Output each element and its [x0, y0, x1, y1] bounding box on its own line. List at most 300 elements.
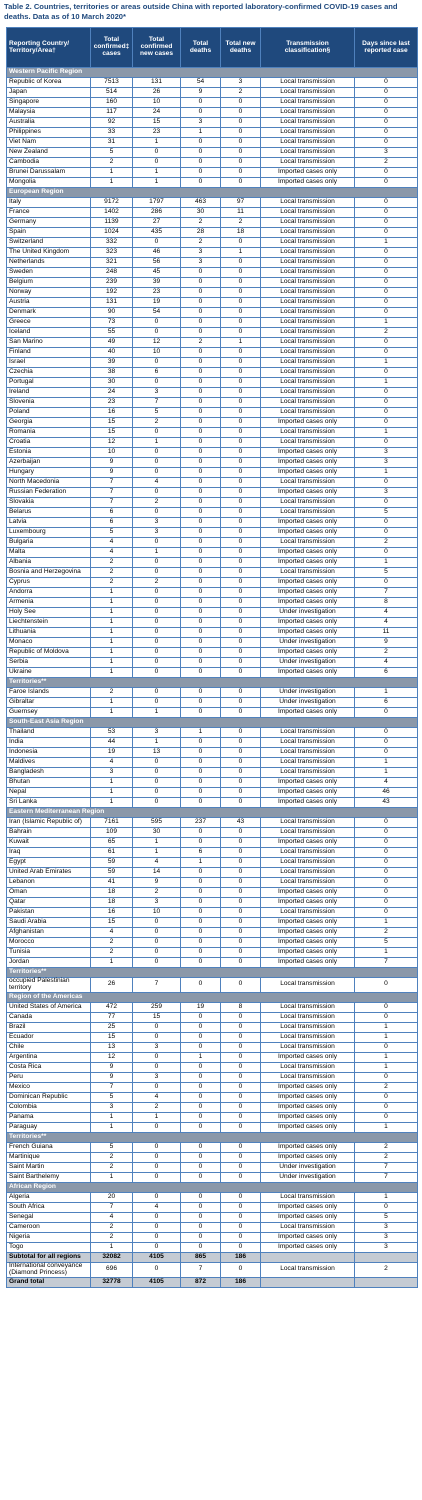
cell-new-cases: 131 — [133, 78, 181, 88]
table-body — [7, 68, 418, 1288]
cell-new-deaths: 0 — [221, 398, 261, 408]
cell-new-deaths: 0 — [221, 318, 261, 328]
cell-total-deaths: 0 — [181, 978, 221, 993]
cell-total-deaths: 0 — [181, 828, 221, 838]
table-row — [7, 178, 418, 188]
cell-transmission — [261, 1277, 355, 1287]
table-row — [7, 898, 418, 908]
cell-new-deaths: 0 — [221, 288, 261, 298]
cell-new-deaths: 0 — [221, 118, 261, 128]
cell-transmission: Local transmission — [261, 128, 355, 138]
cell-transmission: Local transmission — [261, 308, 355, 318]
cell-new-cases: 0 — [133, 628, 181, 638]
table-row — [7, 158, 418, 168]
cell-total-cases: 16 — [91, 908, 133, 918]
cell-total-deaths: 0 — [181, 468, 221, 478]
cell-days-since: 0 — [355, 738, 418, 748]
cell-transmission: Local transmission — [261, 568, 355, 578]
cell-total-deaths: 0 — [181, 758, 221, 768]
cell-country: Brunei Darussalam — [7, 168, 91, 178]
cell-total-deaths: 7 — [181, 1262, 221, 1277]
table-row — [7, 528, 418, 538]
cell-days-since: 0 — [355, 818, 418, 828]
cell-new-deaths: 0 — [221, 1202, 261, 1212]
cell-new-cases: 0 — [133, 558, 181, 568]
header-new-cases: Total confirmed new cases — [133, 28, 181, 68]
cell-total-cases: 2 — [91, 938, 133, 948]
cell-new-deaths: 1 — [221, 248, 261, 258]
cell-days-since: 3 — [355, 488, 418, 498]
cell-transmission: Imported cases only — [261, 668, 355, 678]
cell-transmission: Imported cases only — [261, 488, 355, 498]
cell-transmission: Local transmission — [261, 78, 355, 88]
cell-days-since: 0 — [355, 388, 418, 398]
cell-total-deaths: 0 — [181, 418, 221, 428]
cell-country: Switzerland — [7, 238, 91, 248]
cell-new-deaths: 0 — [221, 898, 261, 908]
table-row — [7, 398, 418, 408]
cell-country: Republic of Moldova — [7, 648, 91, 658]
cell-new-deaths: 0 — [221, 428, 261, 438]
header-country: Reporting Country/ Territory/Area† — [7, 28, 91, 68]
cell-total-deaths: 0 — [181, 688, 221, 698]
cell-total-deaths: 0 — [181, 368, 221, 378]
subtotal-row — [7, 1252, 418, 1262]
cases-table-container — [6, 27, 417, 1288]
cell-new-cases: 0 — [133, 568, 181, 578]
cell-total-deaths: 0 — [181, 518, 221, 528]
cell-days-since: 1 — [355, 428, 418, 438]
cell-new-deaths: 0 — [221, 1192, 261, 1202]
cell-new-cases: 7 — [133, 398, 181, 408]
cell-new-cases: 0 — [133, 638, 181, 648]
cell-transmission: Local transmission — [261, 1032, 355, 1042]
cell-transmission: Imported cases only — [261, 518, 355, 528]
cell-transmission: Imported cases only — [261, 788, 355, 798]
cell-days-since: 2 — [355, 1082, 418, 1092]
cell-country: Subtotal for all regions — [7, 1252, 91, 1262]
cell-new-deaths: 0 — [221, 1022, 261, 1032]
cell-days-since: 0 — [355, 248, 418, 258]
cell-new-deaths: 0 — [221, 598, 261, 608]
cell-total-deaths: 0 — [181, 628, 221, 638]
cell-total-cases: 4 — [91, 1212, 133, 1222]
cell-days-since: 7 — [355, 958, 418, 968]
cell-total-cases: 40 — [91, 348, 133, 358]
table-row — [7, 698, 418, 708]
cell-country: San Marino — [7, 338, 91, 348]
cell-new-deaths: 0 — [221, 868, 261, 878]
cell-total-deaths: 30 — [181, 208, 221, 218]
cell-new-deaths: 0 — [221, 418, 261, 428]
cell-transmission: Under investigation — [261, 658, 355, 668]
cell-new-cases: 0 — [133, 1232, 181, 1242]
cell-transmission: Local transmission — [261, 1072, 355, 1082]
cell-country: New Zealand — [7, 148, 91, 158]
cell-total-cases: 33 — [91, 128, 133, 138]
cell-new-deaths: 0 — [221, 1172, 261, 1182]
cell-total-cases: 44 — [91, 738, 133, 748]
cell-days-since: 0 — [355, 908, 418, 918]
cell-transmission: Local transmission — [261, 768, 355, 778]
cell-new-cases: 0 — [133, 1032, 181, 1042]
cell-transmission: Under investigation — [261, 698, 355, 708]
table-row — [7, 278, 418, 288]
cell-total-deaths: 0 — [181, 1242, 221, 1252]
cell-country: Brazil — [7, 1022, 91, 1032]
cell-transmission: Local transmission — [261, 1012, 355, 1022]
cell-transmission: Imported cases only — [261, 168, 355, 178]
cell-total-cases: 1 — [91, 608, 133, 618]
cell-new-cases: 286 — [133, 208, 181, 218]
cell-days-since: 0 — [355, 178, 418, 188]
cell-country: Kuwait — [7, 838, 91, 848]
cell-total-deaths: 0 — [181, 108, 221, 118]
table-row — [7, 218, 418, 228]
cell-days-since: 2 — [355, 1142, 418, 1152]
cell-total-cases: 1139 — [91, 218, 133, 228]
cell-country: Thailand — [7, 728, 91, 738]
cell-transmission: Imported cases only — [261, 558, 355, 568]
cell-transmission: Imported cases only — [261, 918, 355, 928]
cell-days-since: 1 — [355, 918, 418, 928]
cell-new-cases: 23 — [133, 128, 181, 138]
cell-new-cases: 0 — [133, 768, 181, 778]
cell-new-cases: 2 — [133, 578, 181, 588]
table-row — [7, 578, 418, 588]
cell-country: Malta — [7, 548, 91, 558]
cell-new-deaths: 0 — [221, 908, 261, 918]
cell-total-deaths: 0 — [181, 1152, 221, 1162]
cell-total-deaths: 0 — [181, 1202, 221, 1212]
cell-transmission: Local transmission — [261, 108, 355, 118]
cell-new-cases: 4 — [133, 858, 181, 868]
cell-total-cases: 6 — [91, 518, 133, 528]
cell-total-deaths: 0 — [181, 538, 221, 548]
table-row — [7, 1032, 418, 1042]
cell-country: Belarus — [7, 508, 91, 518]
cell-new-cases: 0 — [133, 458, 181, 468]
cell-transmission: Local transmission — [261, 728, 355, 738]
cell-transmission: Imported cases only — [261, 588, 355, 598]
cell-days-since: 11 — [355, 628, 418, 638]
table-row — [7, 448, 418, 458]
cell-new-deaths: 0 — [221, 358, 261, 368]
table-row — [7, 788, 418, 798]
table-row — [7, 1232, 418, 1242]
cell-country: International conveyance (Diamond Princess) — [7, 1262, 91, 1277]
cell-total-cases: 7 — [91, 1082, 133, 1092]
table-row — [7, 368, 418, 378]
cell-transmission: Imported cases only — [261, 958, 355, 968]
cell-new-deaths: 0 — [221, 838, 261, 848]
cell-transmission: Imported cases only — [261, 1112, 355, 1122]
cell-new-deaths: 0 — [221, 298, 261, 308]
table-row — [7, 1172, 418, 1182]
cell-total-deaths: 0 — [181, 638, 221, 648]
cell-days-since: 2 — [355, 538, 418, 548]
cell-total-cases: 15 — [91, 428, 133, 438]
cell-total-cases: 15 — [91, 918, 133, 928]
table-row — [7, 1022, 418, 1032]
cell-days-since: 0 — [355, 418, 418, 428]
cell-new-cases: 0 — [133, 1192, 181, 1202]
table-row — [7, 98, 418, 108]
cell-total-cases: 131 — [91, 298, 133, 308]
cell-total-cases: 248 — [91, 268, 133, 278]
cell-total-cases: 39 — [91, 358, 133, 368]
cell-country: Argentina — [7, 1052, 91, 1062]
cell-days-since: 3 — [355, 148, 418, 158]
cell-transmission: Local transmission — [261, 158, 355, 168]
cell-country: Cyprus — [7, 578, 91, 588]
cell-new-deaths: 0 — [221, 608, 261, 618]
cell-total-deaths: 0 — [181, 1072, 221, 1082]
table-row — [7, 1242, 418, 1252]
cell-new-cases: 0 — [133, 148, 181, 158]
cell-days-since: 0 — [355, 168, 418, 178]
table-row — [7, 148, 418, 158]
cell-country: Australia — [7, 118, 91, 128]
cell-new-deaths: 0 — [221, 918, 261, 928]
cell-total-deaths: 0 — [181, 378, 221, 388]
cell-new-deaths: 0 — [221, 538, 261, 548]
cell-country: Latvia — [7, 518, 91, 528]
cell-days-since — [355, 1252, 418, 1262]
grand-total-row — [7, 1277, 418, 1287]
cell-days-since: 0 — [355, 118, 418, 128]
cell-days-since: 3 — [355, 448, 418, 458]
cell-new-cases: 0 — [133, 948, 181, 958]
cell-new-cases: 1797 — [133, 198, 181, 208]
cell-new-deaths: 0 — [221, 938, 261, 948]
cell-days-since: 0 — [355, 858, 418, 868]
cell-transmission: Local transmission — [261, 268, 355, 278]
cell-new-deaths: 0 — [221, 858, 261, 868]
cell-total-cases: 65 — [91, 838, 133, 848]
cell-new-cases: 0 — [133, 1242, 181, 1252]
table-row — [7, 818, 418, 828]
cell-days-since: 0 — [355, 868, 418, 878]
header-total-deaths: Total deaths — [181, 28, 221, 68]
cell-country: Denmark — [7, 308, 91, 318]
cell-days-since: 0 — [355, 878, 418, 888]
cell-days-since: 1 — [355, 1062, 418, 1072]
cell-days-since: 0 — [355, 578, 418, 588]
cell-country: Cameroon — [7, 1222, 91, 1232]
cell-total-deaths: 0 — [181, 1212, 221, 1222]
table-row — [7, 878, 418, 888]
cell-new-deaths: 0 — [221, 518, 261, 528]
table-row — [7, 1082, 418, 1092]
cell-total-deaths: 0 — [181, 318, 221, 328]
cell-days-since: 0 — [355, 258, 418, 268]
cell-transmission: Imported cases only — [261, 598, 355, 608]
table-row — [7, 308, 418, 318]
cell-new-deaths: 18 — [221, 228, 261, 238]
cell-transmission: Local transmission — [261, 1222, 355, 1232]
cell-total-cases: 192 — [91, 288, 133, 298]
cell-total-cases: 9 — [91, 458, 133, 468]
cell-transmission: Local transmission — [261, 1262, 355, 1277]
cell-country: Belgium — [7, 278, 91, 288]
cell-transmission: Local transmission — [261, 298, 355, 308]
cell-new-cases: 0 — [133, 318, 181, 328]
cell-total-deaths: 0 — [181, 428, 221, 438]
cell-transmission: Local transmission — [261, 378, 355, 388]
cell-total-cases: 1 — [91, 628, 133, 638]
cell-total-deaths: 0 — [181, 1062, 221, 1072]
cell-country: Spain — [7, 228, 91, 238]
cell-country: Oman — [7, 888, 91, 898]
cell-new-cases: 0 — [133, 1082, 181, 1092]
cell-new-deaths: 0 — [221, 128, 261, 138]
cell-days-since: 1 — [355, 468, 418, 478]
cell-days-since: 0 — [355, 398, 418, 408]
table-row — [7, 1092, 418, 1102]
cell-new-cases: 0 — [133, 1152, 181, 1162]
cell-total-cases: 6 — [91, 508, 133, 518]
cell-transmission: Imported cases only — [261, 1152, 355, 1162]
cell-new-cases: 595 — [133, 818, 181, 828]
cell-new-deaths: 0 — [221, 948, 261, 958]
cell-country: French Guiana — [7, 1142, 91, 1152]
cell-days-since: 0 — [355, 408, 418, 418]
cell-new-cases: 45 — [133, 268, 181, 278]
table-row — [7, 138, 418, 148]
cell-days-since: 1 — [355, 1192, 418, 1202]
cell-new-deaths: 0 — [221, 578, 261, 588]
cell-country: Panama — [7, 1112, 91, 1122]
cell-days-since: 3 — [355, 1232, 418, 1242]
cell-new-deaths: 0 — [221, 698, 261, 708]
cell-new-cases: 4105 — [133, 1252, 181, 1262]
cell-new-cases: 0 — [133, 658, 181, 668]
cell-days-since: 7 — [355, 588, 418, 598]
cell-country: Colombia — [7, 1102, 91, 1112]
table-row — [7, 798, 418, 808]
cell-days-since: 0 — [355, 338, 418, 348]
cell-days-since: 0 — [355, 308, 418, 318]
cell-new-deaths: 0 — [221, 828, 261, 838]
table-row — [7, 428, 418, 438]
cell-days-since: 1 — [355, 1022, 418, 1032]
table-row — [7, 78, 418, 88]
cell-new-cases: 0 — [133, 1262, 181, 1277]
table-row — [7, 608, 418, 618]
cell-transmission: Local transmission — [261, 228, 355, 238]
cell-new-cases: 2 — [133, 498, 181, 508]
cell-country: Bhutan — [7, 778, 91, 788]
table-row — [7, 548, 418, 558]
cell-total-cases: 18 — [91, 898, 133, 908]
cell-country: Iceland — [7, 328, 91, 338]
table-row — [7, 248, 418, 258]
cell-new-deaths: 3 — [221, 78, 261, 88]
cell-total-cases: 1 — [91, 648, 133, 658]
cell-new-deaths: 0 — [221, 728, 261, 738]
cell-country: Algeria — [7, 1192, 91, 1202]
cell-transmission: Local transmission — [261, 748, 355, 758]
cell-new-cases: 4 — [133, 478, 181, 488]
cell-new-deaths: 0 — [221, 958, 261, 968]
cell-total-cases: 332 — [91, 238, 133, 248]
cell-total-deaths: 0 — [181, 548, 221, 558]
cell-new-cases: 0 — [133, 938, 181, 948]
cell-transmission: Imported cases only — [261, 778, 355, 788]
cell-total-cases: 1 — [91, 588, 133, 598]
cell-transmission: Local transmission — [261, 978, 355, 993]
table-row — [7, 828, 418, 838]
cell-total-cases: 26 — [91, 978, 133, 993]
cell-transmission: Imported cases only — [261, 708, 355, 718]
cell-days-since: 7 — [355, 1162, 418, 1172]
cell-new-deaths: 8 — [221, 1002, 261, 1012]
cell-new-cases: 26 — [133, 88, 181, 98]
cell-country: Bahrain — [7, 828, 91, 838]
cases-table — [6, 27, 418, 1288]
cell-country: Iran (Islamic Republic of) — [7, 818, 91, 828]
cell-new-deaths: 0 — [221, 848, 261, 858]
cell-country: Morocco — [7, 938, 91, 948]
cell-country: Sweden — [7, 268, 91, 278]
cell-days-since: 0 — [355, 828, 418, 838]
cell-total-deaths: 0 — [181, 278, 221, 288]
cell-transmission: Imported cases only — [261, 1142, 355, 1152]
table-row — [7, 708, 418, 718]
cell-transmission: Local transmission — [261, 868, 355, 878]
cell-country: Malaysia — [7, 108, 91, 118]
cell-transmission: Local transmission — [261, 828, 355, 838]
cell-total-deaths: 0 — [181, 348, 221, 358]
cell-total-deaths: 0 — [181, 158, 221, 168]
table-row — [7, 638, 418, 648]
cell-total-cases: 77 — [91, 1012, 133, 1022]
table-row — [7, 1062, 418, 1072]
cell-total-deaths: 0 — [181, 458, 221, 468]
cell-transmission: Under investigation — [261, 608, 355, 618]
cell-total-deaths: 0 — [181, 798, 221, 808]
cell-total-deaths: 0 — [181, 1142, 221, 1152]
cell-new-deaths: 0 — [221, 268, 261, 278]
cell-days-since: 1 — [355, 688, 418, 698]
table-row — [7, 378, 418, 388]
table-row — [7, 858, 418, 868]
cell-country: Dominican Republic — [7, 1092, 91, 1102]
cell-days-since: 5 — [355, 508, 418, 518]
cell-new-deaths: 0 — [221, 738, 261, 748]
cell-total-deaths: 0 — [181, 568, 221, 578]
cell-new-deaths: 0 — [221, 98, 261, 108]
cell-new-cases: 0 — [133, 688, 181, 698]
cell-total-deaths: 0 — [181, 588, 221, 598]
cell-total-cases: 1 — [91, 698, 133, 708]
cell-new-deaths: 0 — [221, 778, 261, 788]
cell-total-deaths: 0 — [181, 1222, 221, 1232]
cell-new-deaths: 0 — [221, 1222, 261, 1232]
cell-country: Czechia — [7, 368, 91, 378]
region-name: South-East Asia Region — [7, 718, 418, 728]
cell-total-deaths: 0 — [181, 268, 221, 278]
cell-country: Finland — [7, 348, 91, 358]
cell-country: United States of America — [7, 1002, 91, 1012]
table-row — [7, 558, 418, 568]
table-row — [7, 948, 418, 958]
cell-new-cases: 0 — [133, 918, 181, 928]
cell-days-since: 1 — [355, 358, 418, 368]
cell-transmission: Imported cases only — [261, 948, 355, 958]
cell-country: Mongolia — [7, 178, 91, 188]
